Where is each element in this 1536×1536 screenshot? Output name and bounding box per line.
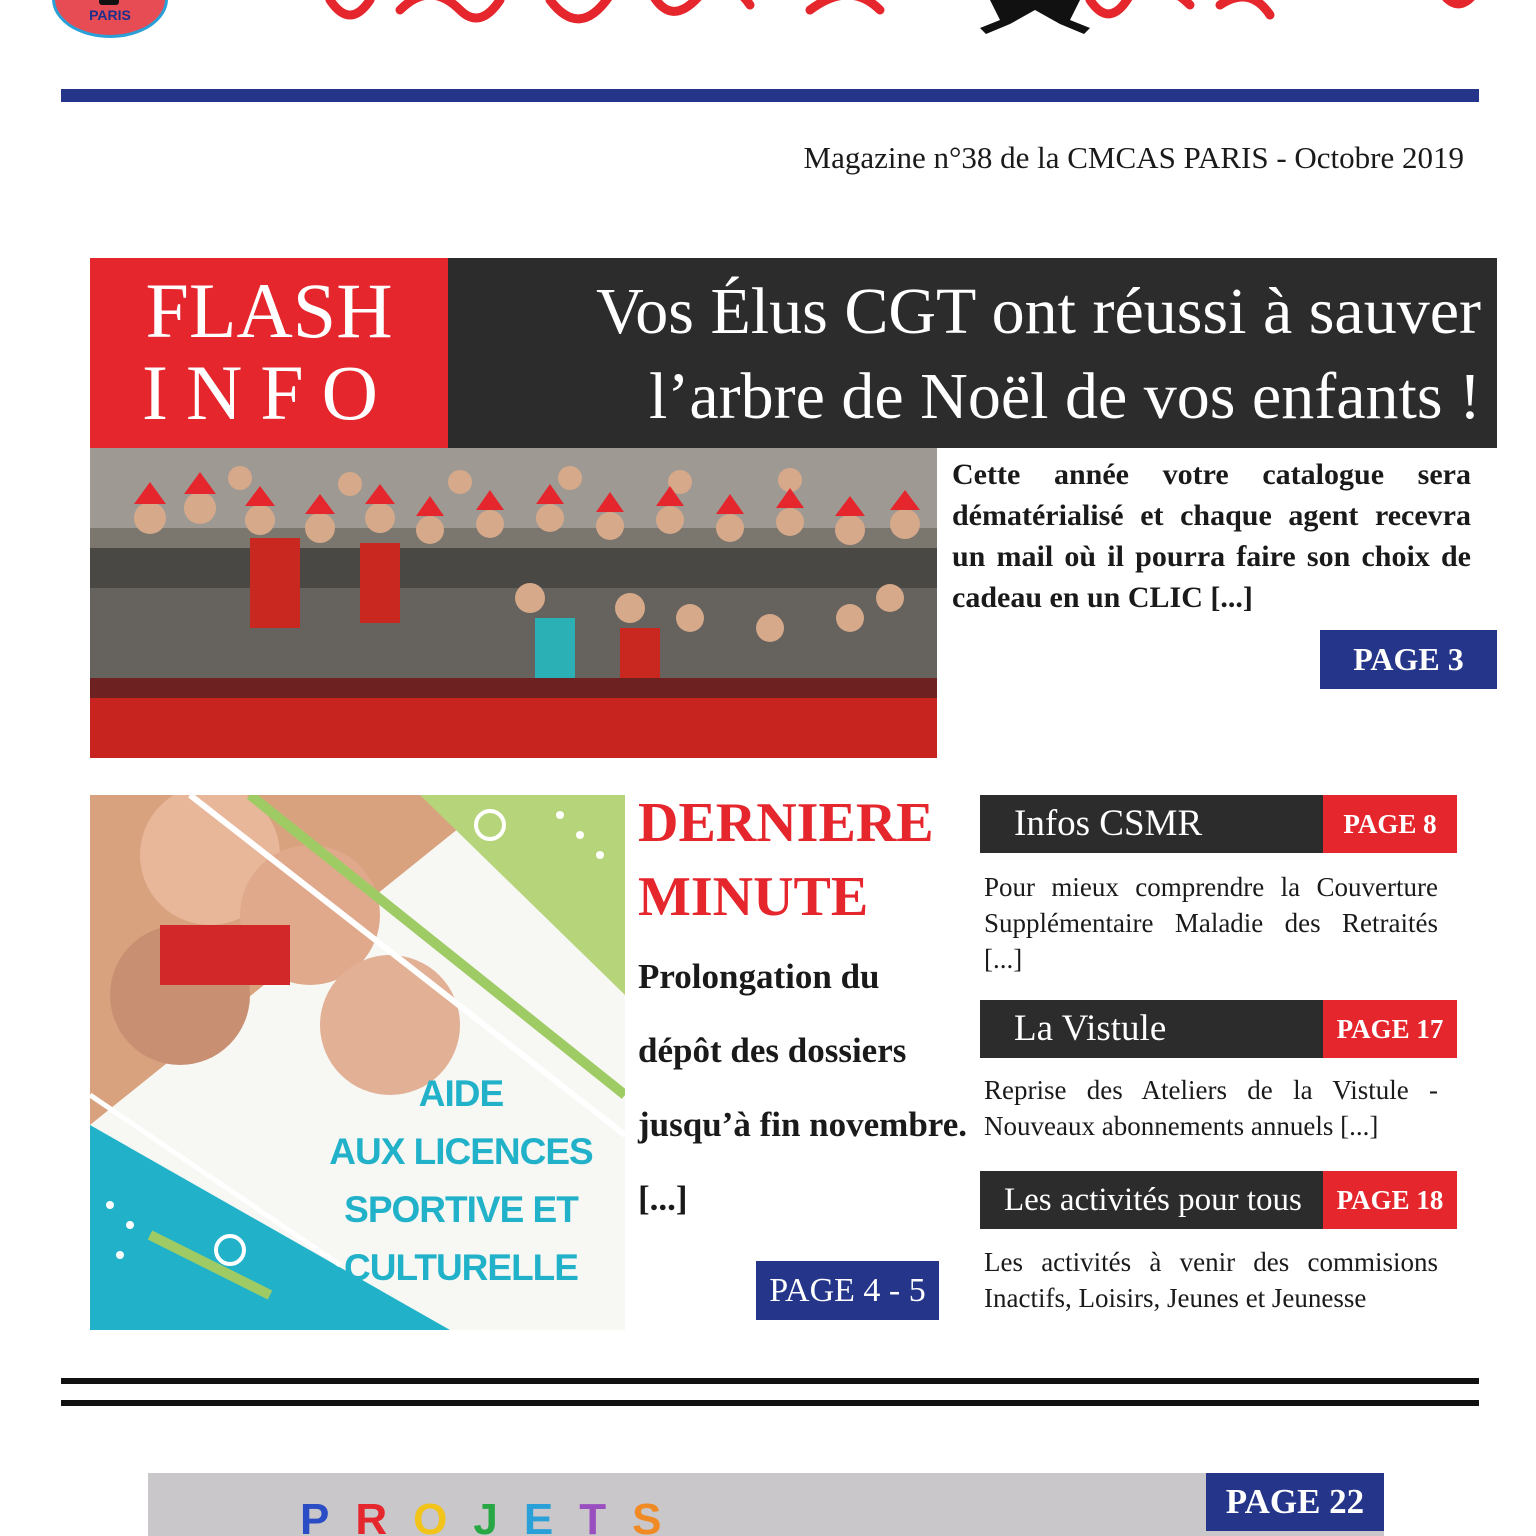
group-photo-illustration [90,448,937,758]
section-description: Pour mieux comprendre la Couverture Supplémentaire Maladie des Retraités [...] [984,872,1438,974]
poster-line-1: AIDE [418,1073,504,1114]
cmcas-logo [52,0,168,38]
projets-letter: E [523,1495,580,1536]
page-3-link[interactable]: PAGE 3 [1320,630,1497,689]
christmas-group-photo [90,448,937,758]
page-22-link[interactable]: PAGE 22 [1206,1473,1384,1531]
projets-letter: R [355,1495,414,1536]
section-infos-csmr [980,795,1457,853]
section-title: Infos CSMR [1014,803,1203,844]
section-description: Reprise des Ateliers de la Vistule - Nouveaux abonnements annuels [...] [984,1075,1438,1141]
section-activites [980,1171,1457,1229]
magazine-title-fragment [290,0,1536,50]
sport-culture-poster [90,795,625,1330]
projets-letter: J [473,1495,524,1536]
header-divider [61,89,1479,102]
derniere-minute-title [638,786,934,934]
page-8-link[interactable]: PAGE 8 [1323,795,1457,853]
eiffel-tower-icon [960,0,1110,50]
flash-headline [448,258,1497,448]
flash-label-line1: FLASH [145,267,393,354]
divider-top [61,1378,1479,1384]
poster-line-4: CULTURELLE [344,1247,578,1288]
issue-line: Magazine n°38 de la CMCAS PARIS - Octobre 2019 [803,140,1464,175]
poster-line-2: AUX LICENCES [329,1131,593,1172]
page-17-link[interactable]: PAGE 17 [1323,1000,1457,1058]
projets-banner [148,1473,1384,1536]
section-title: La Vistule [1014,1008,1167,1049]
projets-letter: O [413,1495,474,1536]
page-18-link[interactable]: PAGE 18 [1323,1171,1457,1229]
flash-info-label [90,258,448,448]
headline-line2: l’arbre de Noël de vos enfants ! [649,360,1481,433]
dm-title-line1: DERNIERE [638,792,934,854]
bulb-icon [99,0,119,5]
dm-title-line2: MINUTE [638,866,869,928]
section-la-vistule [980,1000,1457,1058]
projets-letter: S [632,1495,688,1536]
flash-lead-text: Cette année votre catalogue sera dématérialisé et chaque agent recevra un mail où il pourra faire son choix de cadeau en un CLIC [...] [952,458,1471,614]
headline-line1: Vos Élus CGT ont réussi à sauver [596,275,1481,348]
poster-caption [311,1065,611,1297]
divider-bottom [61,1400,1479,1406]
poster-line-3: SPORTIVE ET [344,1189,578,1230]
section-title: Les activités pour tous [1004,1182,1302,1218]
projets-letter: T [579,1495,633,1536]
derniere-minute-body: Prolongation du dépôt des dossiers jusqu’à fin novembre. [...] [638,957,967,1218]
title-script-graphic [290,0,1536,50]
logo-label: PARIS [89,7,131,23]
section-description: Les activités à venir des commisions Inactifs, Loisirs, Jeunes et Jeunesse [984,1247,1438,1313]
flash-label-line2: INFO [141,349,396,436]
page-4-5-link[interactable]: PAGE 4 - 5 [756,1261,939,1320]
projets-letter: P [300,1495,356,1536]
projets-title [300,1495,687,1536]
